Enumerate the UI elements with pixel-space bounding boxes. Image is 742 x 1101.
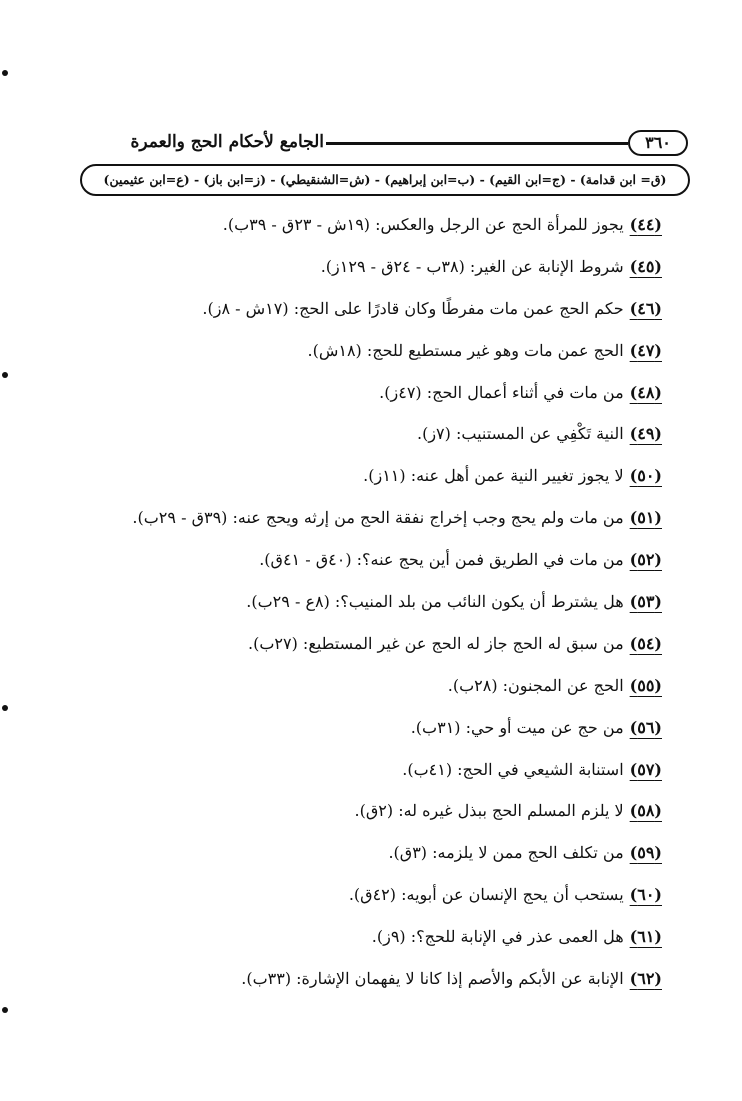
list-item <box>62 539 662 581</box>
book-title: الجامع لأحكام الحج والعمرة <box>130 132 324 152</box>
entry-number: (٦٠) <box>629 885 662 905</box>
list-item <box>62 497 662 539</box>
entry-number: (٤٨) <box>629 382 662 402</box>
list-item <box>62 916 662 958</box>
entry-number: (٤٦) <box>629 298 662 318</box>
page-number: ٣٦٠ <box>628 130 688 156</box>
entry-text: هل العمى عذر في الإنابة للحج؟: (٩ز). <box>371 927 624 947</box>
entry-text: من مات ولم يحج وجب إخراج نفقة الحج من إرثه ويحج عنه: (٣٩ق - ٢٩ب). <box>132 508 624 528</box>
list-item <box>62 623 662 665</box>
entry-number: (٥٧) <box>629 759 662 779</box>
entry-number: (٥٠) <box>629 466 662 486</box>
entry-number: (٥٦) <box>629 717 662 737</box>
list-item <box>62 749 662 791</box>
list-item <box>62 790 662 832</box>
entry-number: (٥٣) <box>629 592 662 612</box>
entry-text: يجوز للمرأة الحج عن الرجل والعكس: (١٩ش - ٢٣ق - ٣٩ب). <box>222 215 624 234</box>
entry-number: (٥٥) <box>629 675 662 695</box>
entry-text: لا يجوز تغيير النية عمن أهل عنه: (١١ز). <box>363 466 624 486</box>
header-rule <box>326 142 628 145</box>
entry-number: (٤٥) <box>629 256 662 276</box>
entry-text: شروط الإنابة عن الغير: (٣٨ب - ٢٤ق - ١٢٩ز). <box>320 256 624 276</box>
entry-text: لا يلزم المسلم الحج ببذل غيره له: (٢ق). <box>354 801 624 821</box>
list-item <box>62 288 662 330</box>
entry-text: من حج عن ميت أو حي: (٣١ب). <box>410 717 624 737</box>
scan-mark-dot <box>2 705 8 711</box>
entry-text: استنابة الشيعي في الحج: (٤١ب). <box>402 759 624 779</box>
entry-text: من سبق له الحج جاز له الحج عن غير المستطيع: (٢٧ب). <box>248 633 624 653</box>
entry-text: هل يشترط أن يكون النائب من بلد المنيب؟: (٨ع - ٢٩ب). <box>246 592 624 612</box>
list-item <box>62 246 662 288</box>
list-item <box>62 707 662 749</box>
entry-number: (٤٩) <box>629 424 662 444</box>
list-item <box>62 665 662 707</box>
entry-number: (٤٧) <box>629 340 662 360</box>
entry-number: (٤٤) <box>629 215 662 234</box>
scan-mark-dot <box>2 70 8 76</box>
entry-text: من مات في أثناء أعمال الحج: (٤٧ز). <box>379 382 624 402</box>
entry-text: يستحب أن يحج الإنسان عن أبويه: (٤٢ق). <box>348 885 624 905</box>
list-item <box>62 204 662 246</box>
entry-text: حكم الحج عمن مات مفرطًا وكان قادرًا على الحج: (١٧ش - ٨ز). <box>202 298 624 318</box>
list-item <box>62 455 662 497</box>
list-item <box>62 330 662 372</box>
entry-number: (٥٨) <box>629 801 662 821</box>
entry-text: الحج عن المجنون: (٢٨ب). <box>447 675 624 695</box>
entry-text: من تكلف الحج ممن لا يلزمه: (٣ق). <box>388 843 624 863</box>
list-item <box>62 832 662 874</box>
list-item <box>62 581 662 623</box>
list-item <box>62 372 662 414</box>
entry-number: (٥٤) <box>629 633 662 653</box>
entry-number: (٥٢) <box>629 550 662 570</box>
entry-text: من مات في الطريق فمن أين يحج عنه؟: (٤٠ق - ٤١ق). <box>259 550 624 570</box>
scan-mark-dot <box>2 372 8 378</box>
entry-text: النية تَكْفِي عن المستنيب: (٧ز). <box>416 424 624 444</box>
entry-number: (٥١) <box>629 508 662 528</box>
entry-list <box>62 204 662 1000</box>
list-item <box>62 958 662 1000</box>
entry-number: (٥٩) <box>629 843 662 863</box>
entry-number: (٦٢) <box>629 969 662 989</box>
page-header <box>80 128 688 158</box>
list-item <box>62 413 662 455</box>
scan-mark-dot <box>2 1007 8 1013</box>
entry-text: الإنابة عن الأبكم والأصم إذا كانا لا يفهمان الإشارة: (٣٣ب). <box>241 969 624 989</box>
entry-number: (٦١) <box>629 927 662 947</box>
list-item <box>62 874 662 916</box>
entry-text: الحج عمن مات وهو غير مستطيع للحج: (١٨ش). <box>307 340 624 360</box>
abbreviation-legend: (ق= ابن قدامة) - (ج=ابن القيم) - (ب=ابن إبراهيم) - (ش=الشنقيطي) - (ز=ابن باز) - (ع=ابن عثيمين) <box>80 164 690 196</box>
